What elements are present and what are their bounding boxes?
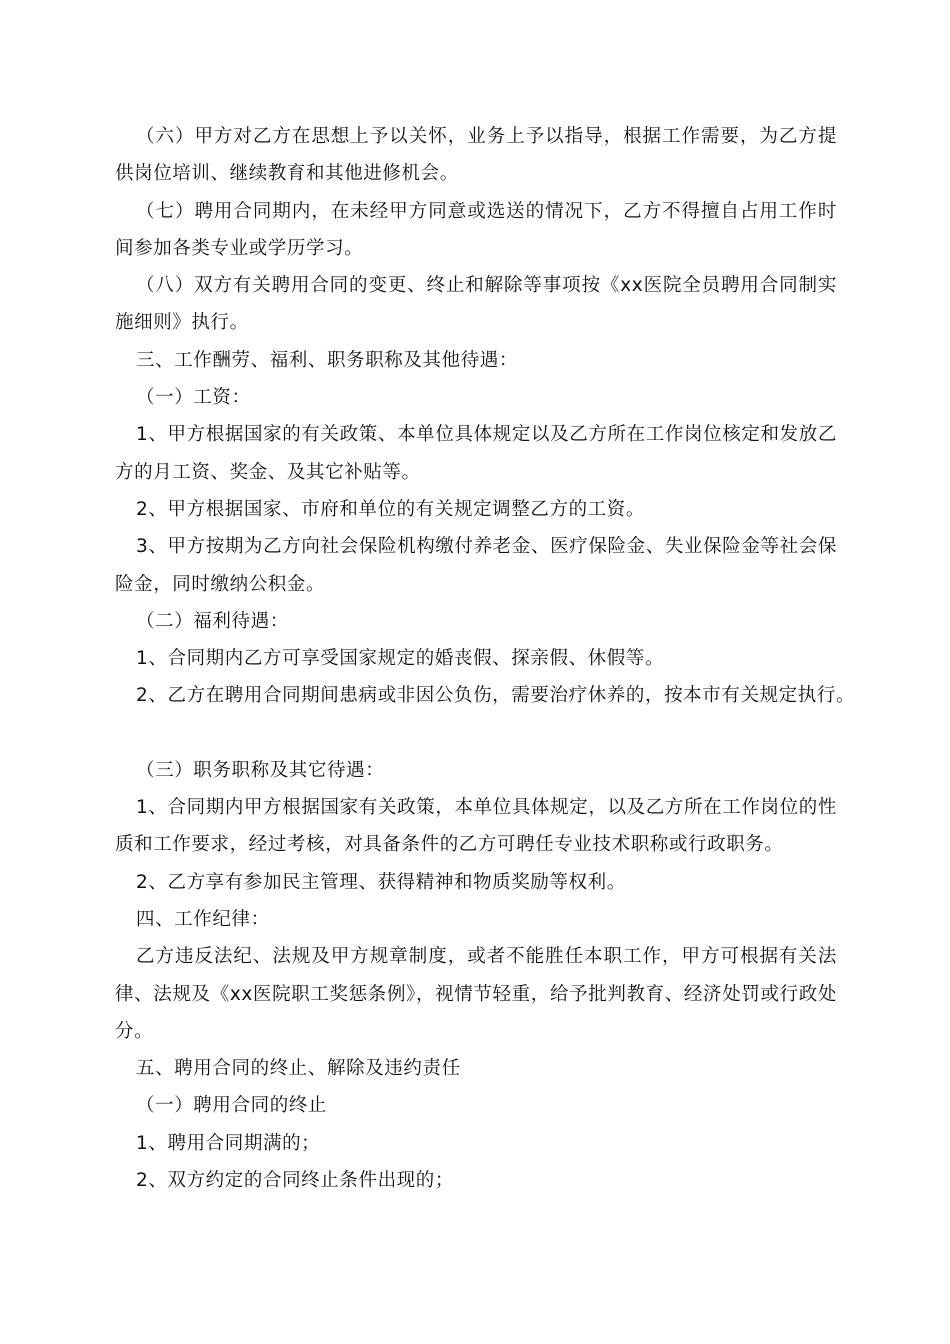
paragraph-6-training: （六）甲方对乙方在思想上予以关怀，业务上予以指导，根据工作需要，为乙方提供岗位培训、继续教育和其他进修机会。 [115,126,837,185]
salary-item-3: 3、甲方按期为乙方向社会保险机构缴付养老金、医疗保险金、失业保险金等社会保险金，同时缴纳公积金。 [115,536,837,595]
welfare-item-2: 2、乙方在聘用合同期间患病或非因公负伤，需要治疗休养的，按本市有关规定执行。 [136,685,856,707]
termination-item-2: 2、双方约定的合同终止条件出现的； [136,1170,454,1192]
salary-item-1: 1、甲方根据国家的有关政策、本单位具体规定以及乙方所在工作岗位核定和发放乙方的月工资、奖金、及其它补贴等。 [115,424,837,483]
section-4-heading: 四、工作纪律： [136,908,270,930]
blank-line [115,715,837,752]
paragraph-8-contract-changes: （八）双方有关聘用合同的变更、终止和解除等事项按《xx医院全员聘用合同制实施细则》执行。 [115,275,837,334]
termination-item-1: 1、聘用合同期满的； [136,1132,321,1154]
paragraph-7-study: （七）聘用合同期内，在未经甲方同意或选送的情况下，乙方不得擅自占用工作时间参加各类专业或学历学习。 [115,200,837,259]
discipline-paragraph: 乙方违反法纪、法规及甲方规章制度，或者不能胜任本职工作，甲方可根据有关法律、法规及《xx医院职工奖惩条例》，视情节轻重，给予批判教育、经济处罚或行政处分。 [115,946,837,1042]
title-item-2: 2、乙方享有参加民主管理、获得精神和物质奖励等权利。 [136,871,626,893]
section-3-heading: 三、工作酬劳、福利、职务职称及其他待遇： [136,349,519,371]
document-body [115,118,856,1199]
section-5-heading: 五、聘用合同的终止、解除及违约责任 [136,1058,461,1080]
welfare-item-1: 1、合同期内乙方可享受国家规定的婚丧假、探亲假、休假等。 [136,648,665,670]
subsection-welfare-heading: （二）福利待遇： [136,610,289,632]
subsection-title-heading: （三）职务职称及其它待遇： [136,759,385,781]
salary-item-2: 2、甲方根据国家、市府和单位的有关规定调整乙方的工资。 [136,498,645,520]
subsection-salary-heading: （一）工资： [136,387,251,409]
subsection-termination-heading: （一）聘用合同的终止 [136,1095,328,1117]
title-item-1: 1、合同期内甲方根据国家有关政策，本单位具体规定，以及乙方所在工作岗位的性质和工作要求，经过考核，对具备条件的乙方可聘任专业技术职称或行政职务。 [115,797,837,856]
